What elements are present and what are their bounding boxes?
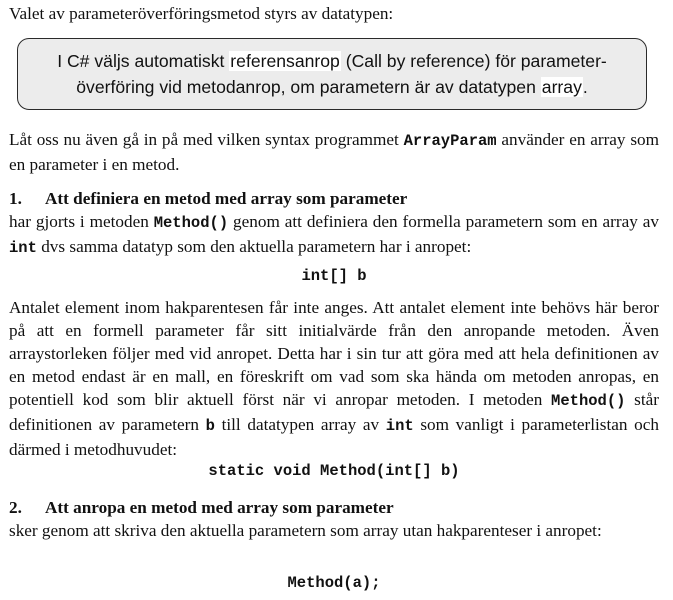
- code-line-method-call: Method(a);: [287, 574, 381, 592]
- section-2: [9, 496, 659, 542]
- paragraph-text: använder en array som en parameter i en metod.: [9, 130, 659, 174]
- section-1-body: [9, 210, 659, 260]
- highlight-array: array: [541, 77, 582, 97]
- section-2-body: sker genom att skriva den aktuella parametern som array utan hakparenteser i anropet:: [9, 521, 602, 540]
- inline-code-arrayparam: ArrayParam: [403, 132, 497, 150]
- code-line-method-signature: static void Method(int[] b): [208, 462, 460, 480]
- inline-code-method: Method(): [153, 214, 229, 232]
- section-2-heading: [9, 496, 659, 519]
- paragraph-explanation: [9, 296, 659, 461]
- paragraph-text: genom att definiera den formella parametern som en array av: [228, 212, 659, 231]
- paragraph-text: står definitionen av parametern: [9, 390, 659, 434]
- section-title: Att anropa en metod med array som parameter: [45, 498, 394, 517]
- callout-text: överföring vid metodanrop, om parametern är av datatypen: [76, 77, 541, 97]
- section-title: Att definiera en metod med array som parameter: [45, 189, 408, 208]
- paragraph-text: har gjorts i metoden: [9, 212, 154, 231]
- callout-line-2: [28, 74, 636, 100]
- paragraph-text: dvs samma datatyp som den aktuella parametern har i anropet:: [36, 237, 472, 256]
- paragraph-syntax: [9, 128, 659, 176]
- callout-text: (Call by reference) för parameter-: [340, 51, 607, 71]
- paragraph-text: som vanligt i parameterlistan och därmed i metodhuvudet:: [9, 415, 659, 459]
- highlight-referensanrop: referensanrop: [230, 51, 340, 71]
- section-1: [9, 187, 659, 260]
- callout-line-1: [28, 48, 636, 74]
- code-line-int-array: int[] b: [301, 267, 367, 285]
- intro-text: Valet av parameteröverföringsmetod styrs av datatypen:: [9, 4, 394, 23]
- section-number: 2.: [9, 498, 22, 517]
- paragraph-text: Låt oss nu även gå in på med vilken syntax programmet: [9, 130, 404, 149]
- callout-text: .: [582, 77, 588, 97]
- inline-code-int: int: [9, 239, 37, 257]
- inline-code-int: int: [385, 417, 414, 435]
- section-1-heading: [9, 187, 659, 210]
- section-number: 1.: [9, 189, 22, 208]
- inline-code-method: Method(): [551, 392, 626, 410]
- inline-code-b: b: [205, 417, 215, 435]
- callout-box: [17, 38, 647, 110]
- paragraph-text: Antalet element inom hakparentesen får inte anges. Att antalet element inte behövs här beror på att en formell parameter får sitt initialvärde från den anropande metoden. Även arraystorleken följer med vid anropet. Detta har i sin tur att göra med att hela definitionen av en metod endast är en mall, en föreskrift om vad som ska hända om metoden anropas, en potentiell kod som blir aktuell först när vi anropar metoden. I metoden: [9, 298, 659, 409]
- callout-text: I C# väljs automatiskt: [57, 51, 230, 71]
- paragraph-text: till datatypen array av: [214, 415, 386, 434]
